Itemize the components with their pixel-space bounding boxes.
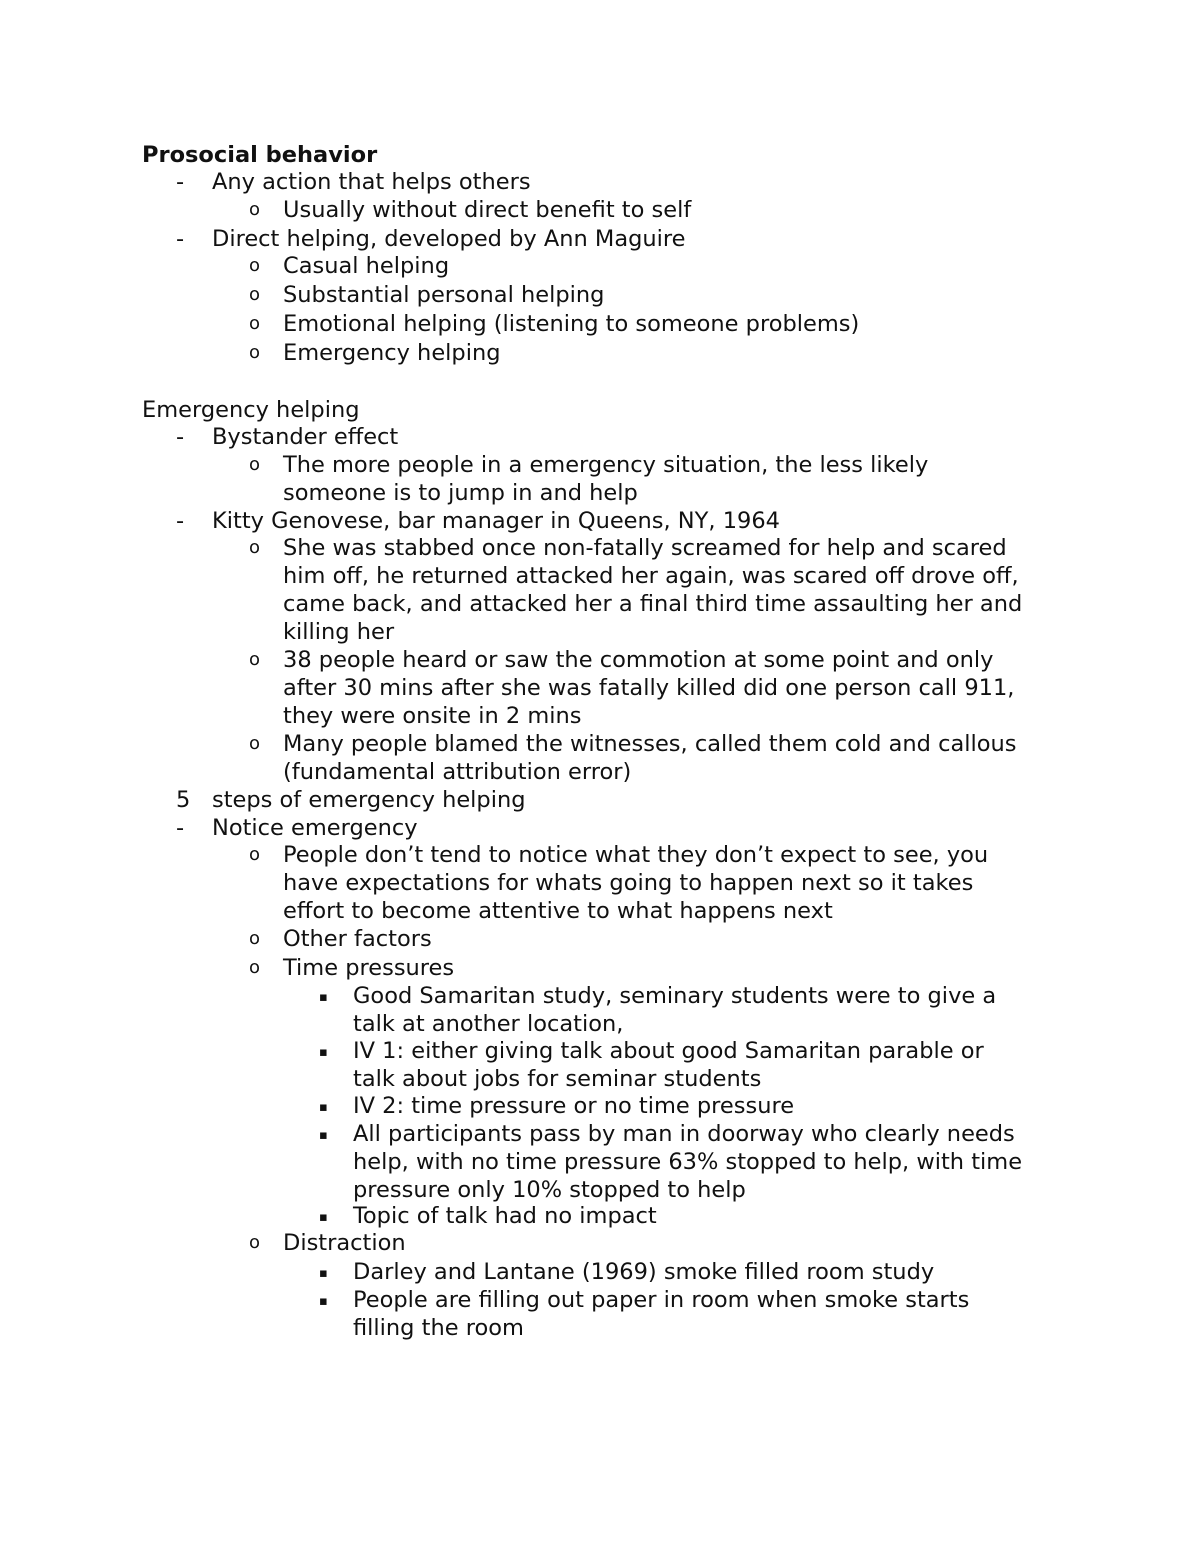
list-item-text: People don’t tend to notice what they don’t expect to see, you <box>283 842 989 868</box>
list-item-text: steps of emergency helping <box>212 787 526 813</box>
list-item <box>249 925 1103 953</box>
list-item-text: Direct helping, developed by Ann Maguire <box>212 226 686 252</box>
list-item-text: 38 people heard or saw the commotion at some point and only <box>283 647 994 673</box>
list-item-text: People are filling out paper in room when smoke starts <box>353 1287 970 1313</box>
circle-bullet: o <box>249 255 261 276</box>
circle-bullet: o <box>249 537 261 558</box>
dash-bullet: - <box>176 424 185 450</box>
list-item <box>249 252 1103 280</box>
list-item <box>249 310 1103 338</box>
square-bullet: ▪ <box>319 1100 328 1115</box>
list-item <box>249 646 1103 730</box>
square-bullet: ▪ <box>319 1128 328 1143</box>
circle-bullet: o <box>249 199 261 220</box>
list-item <box>249 730 1103 786</box>
circle-bullet: o <box>249 342 261 363</box>
square-bullet: ▪ <box>319 1045 328 1060</box>
circle-bullet: o <box>249 454 261 475</box>
circle-bullet: o <box>249 733 261 754</box>
list-item <box>249 196 1103 224</box>
dash-bullet: - <box>176 815 185 841</box>
list-item <box>249 954 1103 982</box>
circle-bullet: o <box>249 649 261 670</box>
square-bullet: ▪ <box>319 990 328 1005</box>
dash-bullet: - <box>176 169 185 195</box>
list-item <box>249 841 1103 925</box>
list-item <box>319 1286 1113 1342</box>
list-item <box>319 1202 1113 1230</box>
list-item-text: Casual helping <box>283 253 450 279</box>
list-item-text: (fundamental attribution error) <box>283 759 632 785</box>
list-item-text: Usually without direct benefit to self <box>283 197 692 223</box>
list-item-text: talk at another location, <box>353 1011 624 1037</box>
list-item <box>176 423 1112 451</box>
list-item-text: talk about jobs for seminar students <box>353 1066 762 1092</box>
list-item <box>249 451 1103 507</box>
list-item-text: help, with no time pressure 63% stopped to help, with time <box>353 1149 1023 1175</box>
list-item-text: Kitty Genovese, bar manager in Queens, NY, 1964 <box>212 508 780 534</box>
list-item-text: Other factors <box>283 926 432 952</box>
list-item-text: Any action that helps others <box>212 169 531 195</box>
square-bullet: ▪ <box>319 1210 328 1225</box>
list-item-text: effort to become attentive to what happens next <box>283 898 833 924</box>
list-item <box>319 1120 1113 1204</box>
circle-bullet: o <box>249 844 261 865</box>
list-item <box>176 168 1112 196</box>
circle-bullet: o <box>249 928 261 949</box>
list-item <box>319 1037 1113 1093</box>
dash-bullet: - <box>176 508 185 534</box>
square-bullet: ▪ <box>319 1294 328 1309</box>
list-item-text: have expectations for whats going to happen next so it takes <box>283 870 974 896</box>
list-item-text: him off, he returned attacked her again, was scared off drove off, <box>283 563 1019 589</box>
list-item-text: filling the room <box>353 1315 524 1341</box>
square-bullet: ▪ <box>319 1266 328 1281</box>
list-item-text: someone is to jump in and help <box>283 480 638 506</box>
list-item <box>319 1258 1113 1286</box>
circle-bullet: o <box>249 957 261 978</box>
list-item-text: came back, and attacked her a final third time assaulting her and <box>283 591 1023 617</box>
list-item <box>319 1092 1113 1120</box>
list-item-text: Distraction <box>283 1230 406 1256</box>
list-item-text: after 30 mins after she was fatally killed did one person call 911, <box>283 675 1015 701</box>
dash-bullet: - <box>176 226 185 252</box>
section-title-prosocial-behavior: Prosocial behavior <box>142 142 378 168</box>
list-item <box>249 339 1103 367</box>
list-item-text: killing her <box>283 619 395 645</box>
circle-bullet: o <box>249 313 261 334</box>
list-item-text: Darley and Lantane (1969) smoke filled room study <box>353 1259 935 1285</box>
number-marker: 5 <box>176 787 191 813</box>
list-item-text: IV 2: time pressure or no time pressure <box>353 1093 795 1119</box>
list-item <box>319 982 1113 1038</box>
list-item-text: Emergency helping <box>283 340 501 366</box>
list-item-text: IV 1: either giving talk about good Samaritan parable or <box>353 1038 984 1064</box>
list-item-text: The more people in a emergency situation, the less likely <box>283 452 929 478</box>
list-item-text: they were onsite in 2 mins <box>283 703 582 729</box>
list-item <box>249 1229 1103 1257</box>
list-item <box>176 225 1112 253</box>
list-item-text: pressure only 10% stopped to help <box>353 1177 746 1203</box>
section-title-emergency-helping: Emergency helping <box>142 397 360 423</box>
list-item <box>249 281 1103 309</box>
list-item-text: Many people blamed the witnesses, called them cold and callous <box>283 731 1017 757</box>
list-item-text: Notice emergency <box>212 815 418 841</box>
list-item <box>176 507 1112 535</box>
circle-bullet: o <box>249 1232 261 1253</box>
list-item-text: Time pressures <box>283 955 455 981</box>
list-item <box>176 786 1112 814</box>
list-item-text: Good Samaritan study, seminary students were to give a <box>353 983 997 1009</box>
list-item-text: Emotional helping (listening to someone problems) <box>283 311 860 337</box>
list-item-text: She was stabbed once non-fatally screamed for help and scared <box>283 535 1007 561</box>
circle-bullet: o <box>249 284 261 305</box>
list-item-text: Topic of talk had no impact <box>353 1203 657 1229</box>
list-item-text: All participants pass by man in doorway who clearly needs <box>353 1121 1015 1147</box>
list-item <box>249 534 1103 646</box>
list-item <box>176 814 1112 842</box>
list-item-text: Substantial personal helping <box>283 282 605 308</box>
list-item-text: Bystander effect <box>212 424 399 450</box>
